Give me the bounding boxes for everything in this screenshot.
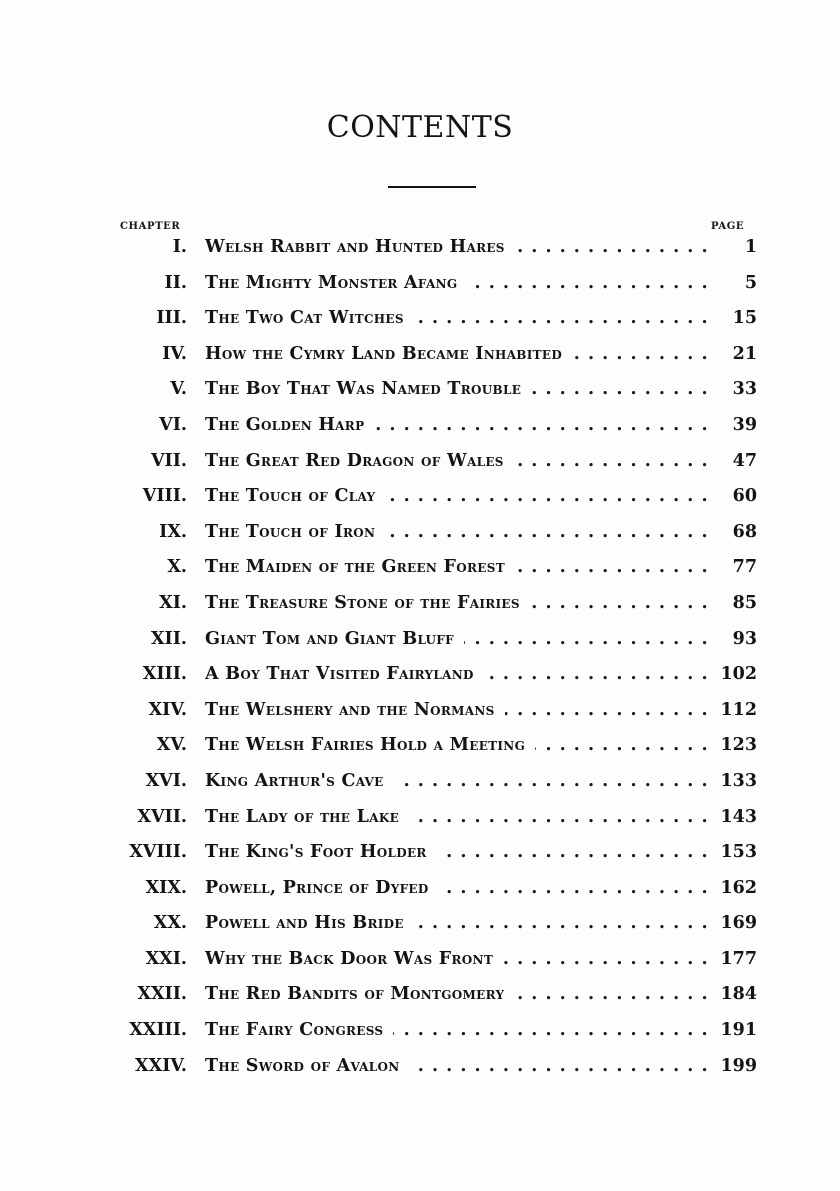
toc-row[interactable] (0, 482, 840, 518)
chapter-title: The Welshery and the Normans (205, 700, 505, 720)
page-number: 85 (727, 593, 757, 613)
chapter-title: The Golden Harp (205, 415, 374, 435)
chapter-numeral: XVIII. (129, 842, 187, 863)
chapter-entry (205, 451, 715, 471)
toc-row[interactable] (0, 1052, 840, 1088)
chapter-entry (205, 237, 715, 257)
toc-row[interactable] (0, 731, 840, 767)
page-number: 177 (714, 949, 757, 969)
chapter-numeral: XXI. (145, 948, 187, 969)
toc-row[interactable] (0, 589, 840, 625)
toc-row[interactable] (0, 518, 840, 554)
chapter-numeral: X. (167, 557, 187, 578)
chapter-title: The Fairy Congress (205, 1020, 393, 1040)
chapter-entry (205, 486, 715, 506)
chapter-title: Powell, Prince of Dyfed (205, 878, 439, 898)
page-number: 143 (714, 807, 757, 827)
page-number: 60 (727, 486, 757, 506)
chapter-title: The Touch of Clay (205, 486, 385, 506)
chapter-numeral: XIV. (148, 699, 187, 720)
chapter-numeral: II. (164, 272, 187, 293)
toc-row[interactable] (0, 980, 840, 1016)
page-number: 39 (727, 415, 757, 435)
toc-row[interactable] (0, 767, 840, 803)
page-number: 112 (714, 700, 757, 720)
toc-row[interactable] (0, 1016, 840, 1052)
page-number: 123 (714, 735, 757, 755)
toc-row[interactable] (0, 696, 840, 732)
chapter-numeral: IX. (159, 521, 187, 542)
page-number: 33 (727, 379, 757, 399)
toc-row[interactable] (0, 803, 840, 839)
chapter-entry (205, 1056, 715, 1076)
chapter-title: The Red Bandits of Montgomery (205, 984, 514, 1004)
chapter-title: The Maiden of the Green Forest (205, 557, 515, 577)
chapter-title: King Arthur's Cave (205, 771, 394, 791)
chapter-numeral: XXIV. (135, 1055, 187, 1076)
chapter-numeral: IV. (162, 343, 187, 364)
chapter-entry (205, 273, 715, 293)
toc-row[interactable] (0, 375, 840, 411)
chapter-entry (205, 308, 715, 328)
toc-row[interactable] (0, 625, 840, 661)
chapter-numeral: XVII. (137, 806, 187, 827)
chapter-numeral: VIII. (142, 486, 187, 507)
chapter-entry (205, 379, 715, 399)
toc-row[interactable] (0, 304, 840, 340)
chapter-entry (205, 700, 715, 720)
page-number: 15 (727, 308, 757, 328)
chapter-title: The King's Foot Holder (205, 842, 437, 862)
chapter-numeral: V. (170, 379, 187, 400)
page-number: 102 (714, 664, 757, 684)
chapter-title: The Boy That Was Named Trouble (205, 379, 531, 399)
chapter-entry (205, 878, 715, 898)
toc-row[interactable] (0, 909, 840, 945)
toc-row[interactable] (0, 340, 840, 376)
page-number: 68 (727, 522, 757, 542)
toc-row[interactable] (0, 233, 840, 269)
chapter-entry (205, 415, 715, 435)
chapter-numeral: XV. (156, 735, 187, 756)
chapter-numeral: XIII. (142, 664, 187, 685)
chapter-title: Why the Back Door Was Front (205, 949, 503, 969)
page-title: CONTENTS (326, 110, 514, 145)
chapter-entry (205, 771, 715, 791)
chapter-title: A Boy That Visited Fairyland (205, 664, 484, 684)
chapter-column-label: CHAPTER (120, 221, 181, 232)
chapter-numeral: III. (156, 308, 187, 329)
page-number: 5 (739, 273, 757, 293)
chapter-title: The Mighty Monster Afang (205, 273, 467, 293)
page-number: 184 (714, 984, 757, 1004)
toc-row[interactable] (0, 945, 840, 981)
chapter-title: Giant Tom and Giant Bluff (205, 629, 464, 649)
toc-row[interactable] (0, 411, 840, 447)
chapter-entry (205, 735, 715, 755)
chapter-entry (205, 664, 715, 684)
page-number: 93 (727, 629, 757, 649)
page-number: 162 (714, 878, 757, 898)
chapter-numeral: VII. (150, 450, 187, 471)
page-number: 47 (727, 451, 757, 471)
page-number: 191 (714, 1020, 757, 1040)
page-number: 77 (727, 557, 757, 577)
chapter-title: Powell and His Bride (205, 913, 414, 933)
chapter-title: The Two Cat Witches (205, 308, 414, 328)
chapter-entry (205, 557, 715, 577)
chapter-numeral: XIX. (145, 877, 187, 898)
chapter-entry (205, 629, 715, 649)
chapter-entry (205, 984, 715, 1004)
chapter-title: How the Cymry Land Became Inhabited (205, 344, 572, 364)
chapter-numeral: XII. (150, 628, 187, 649)
chapter-title: The Sword of Avalon (205, 1056, 410, 1076)
chapter-title: The Treasure Stone of the Fairies (205, 593, 530, 613)
page-column-label: PAGE (711, 221, 745, 232)
chapter-numeral: XI. (159, 592, 187, 613)
chapter-entry (205, 344, 715, 364)
chapter-entry (205, 593, 715, 613)
toc-row[interactable] (0, 660, 840, 696)
chapter-entry (205, 842, 715, 862)
chapter-numeral: XX. (153, 913, 187, 934)
chapter-entry (205, 1020, 715, 1040)
chapter-entry (205, 949, 715, 969)
page-number: 169 (714, 913, 757, 933)
page-number: 21 (727, 344, 757, 364)
chapter-entry (205, 522, 715, 542)
chapter-title: The Welsh Fairies Hold a Meeting (205, 735, 535, 755)
chapter-title: Welsh Rabbit and Hunted Hares (205, 237, 515, 257)
chapter-entry (205, 913, 715, 933)
toc-row[interactable] (0, 269, 840, 305)
page-number: 153 (714, 842, 757, 862)
chapter-entry (205, 807, 715, 827)
chapter-title: The Lady of the Lake (205, 807, 409, 827)
toc-row[interactable] (0, 838, 840, 874)
toc-row[interactable] (0, 447, 840, 483)
chapter-title: The Great Red Dragon of Wales (205, 451, 514, 471)
chapter-numeral: VI. (159, 414, 187, 435)
chapter-numeral: XXII. (137, 984, 187, 1005)
chapter-title: The Touch of Iron (205, 522, 385, 542)
chapter-numeral: I. (172, 237, 187, 257)
page-number: 199 (714, 1056, 757, 1076)
toc-row[interactable] (0, 553, 840, 589)
table-of-contents (0, 233, 840, 1087)
chapter-numeral: XXIII. (129, 1020, 187, 1041)
title-divider (388, 186, 476, 188)
chapter-numeral: XVI. (145, 770, 187, 791)
page-number: 133 (714, 771, 757, 791)
toc-row[interactable] (0, 874, 840, 910)
page-number: 1 (739, 237, 757, 257)
